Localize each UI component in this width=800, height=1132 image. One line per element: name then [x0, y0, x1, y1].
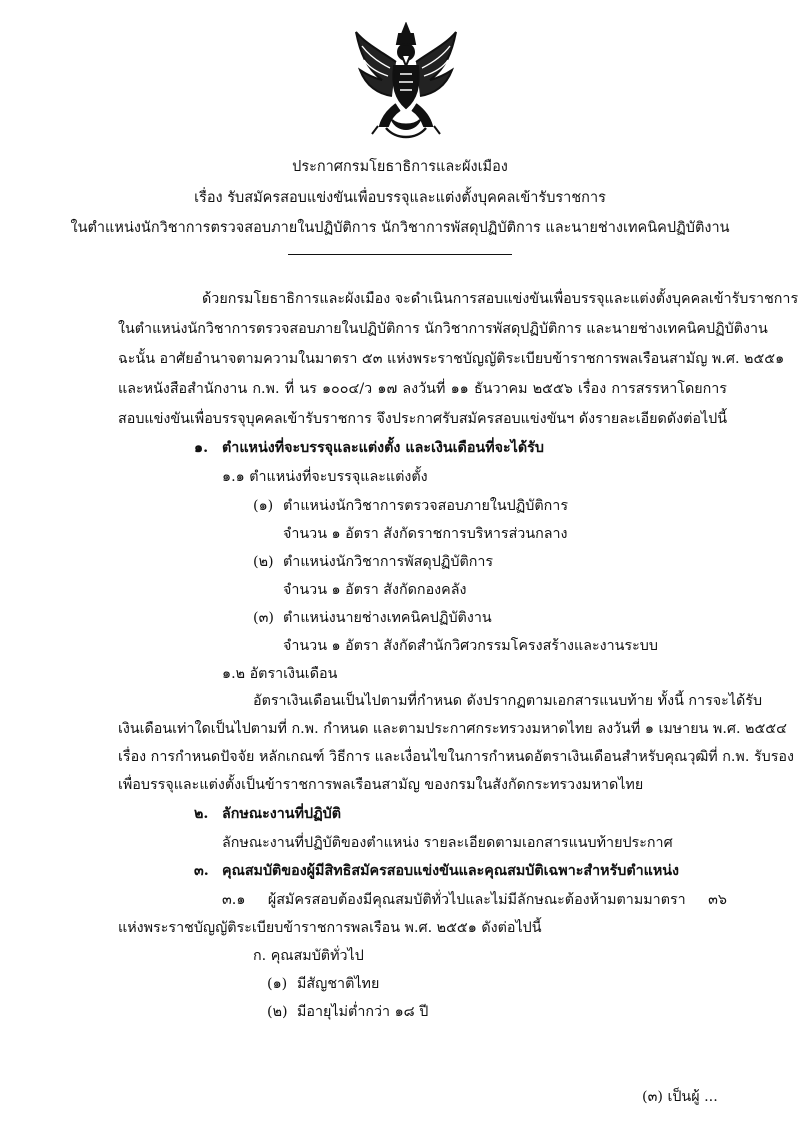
position-2-detail: จำนวน ๑ อัตรา สังกัดกองคลัง — [283, 582, 467, 598]
garuda-emblem — [352, 22, 460, 142]
section3-line-2: แห่งพระราชบัญญัติระเบียบข้าราชการพลเรือน พ.ศ. ๒๕๕๑ ดังต่อไปนี้ — [118, 920, 542, 936]
continuation-note: (๓) เป็นผู้ ... — [642, 1089, 718, 1105]
position-1-number: (๑) — [253, 498, 274, 514]
qualification-2-number: (๒) — [267, 1004, 288, 1020]
section3-sub-a: ก. คุณสมบัติทั่วไป — [253, 948, 364, 964]
section2-number: ๒. — [194, 806, 209, 822]
salary-line-3: เรื่อง การกำหนดปัจจัย หลักเกณฑ์ วิธีการ และเงื่อนไขในการกำหนดอัตราเงินเดือนสำหรับคุณวุฒิที่ ก.พ. รับรอง — [118, 749, 794, 765]
position-2-title: ตำแหน่งนักวิชาการพัสดุปฏิบัติการ — [283, 554, 494, 570]
intro-line-3: ฉะนั้น อาศัยอำนาจตามความในมาตรา ๕๓ แห่งพระราชบัญญัติระเบียบข้าราชการพลเรือนสามัญ พ.ศ. ๒๕๕๑ — [118, 351, 785, 367]
section1-sub2: ๑.๒ อัตราเงินเดือน — [222, 666, 338, 682]
announcement-positions: ในตำแหน่งนักวิชาการตรวจสอบภายในปฏิบัติการ นักวิชาการพัสดุปฏิบัติการ และนายช่างเทคนิคปฏิบัติงาน — [70, 220, 730, 236]
position-1-title: ตำแหน่งนักวิชาการตรวจสอบภายในปฏิบัติการ — [283, 498, 568, 514]
qualification-1-number: (๑) — [267, 976, 288, 992]
intro-line-4: และหนังสือสำนักงาน ก.พ. ที่ นร ๑๐๐๔/ว ๑๗ ลงวันที่ ๑๑ ธันวาคม ๒๕๕๖ เรื่อง การสรรหาโดยการ — [118, 381, 727, 397]
section1-heading: ตำแหน่งที่จะบรรจุและแต่งตั้ง และเงินเดือนที่จะได้รับ — [222, 440, 544, 456]
section3-heading: คุณสมบัติของผู้มีสิทธิสมัครสอบแข่งขันและคุณสมบัติเฉพาะสำหรับตำแหน่ง — [222, 863, 680, 879]
announcement-title: ประกาศกรมโยธาธิการและผังเมือง — [292, 159, 508, 175]
position-3-detail: จำนวน ๑ อัตรา สังกัดสำนักวิศวกรรมโครงสร้างและงานระบบ — [283, 638, 658, 654]
position-2-number: (๒) — [253, 554, 274, 570]
announcement-subject: เรื่อง รับสมัครสอบแข่งขันเพื่อบรรจุและแต่งตั้งบุคคลเข้ารับราชการ — [194, 190, 606, 206]
section2-text: ลักษณะงานที่ปฏิบัติของตำแหน่ง รายละเอียดตามเอกสารแนบท้ายประกาศ — [222, 835, 673, 851]
qualification-2-text: มีอายุไม่ต่ำกว่า ๑๘ ปี — [297, 1004, 429, 1020]
salary-line-2: เงินเดือนเท่าใดเป็นไปตามที่ ก.พ. กำหนด และตามประกาศกระทรวงมหาดไทย ลงวันที่ ๑ เมษายน พ.ศ. ๒๕๕๔ — [118, 721, 787, 737]
title-divider — [288, 254, 512, 255]
section3-number: ๓. — [194, 863, 209, 879]
intro-line-2: ในตำแหน่งนักวิชาการตรวจสอบภายในปฏิบัติการ นักวิชาการพัสดุปฏิบัติการ และนายช่างเทคนิคปฏิบัติงาน — [118, 321, 768, 337]
section2-heading: ลักษณะงานที่ปฏิบัติ — [222, 806, 342, 822]
section1-number: ๑. — [194, 440, 209, 456]
qualification-1-text: มีสัญชาติไทย — [297, 976, 380, 992]
salary-line-1: อัตราเงินเดือนเป็นไปตามที่กำหนด ดังปรากฏตามเอกสารแนบท้าย ทั้งนี้ การจะได้รับ — [253, 693, 763, 709]
position-1-detail: จำนวน ๑ อัตรา สังกัดราชการบริหารส่วนกลาง — [283, 526, 568, 542]
intro-line-1: ด้วยกรมโยธาธิการและผังเมือง จะดำเนินการสอบแข่งขันเพื่อบรรจุและแต่งตั้งบุคคลเข้ารับราชการ — [202, 291, 799, 307]
position-3-number: (๓) — [253, 610, 274, 626]
section3-line-1: ๓.๑ ผู้สมัครสอบต้องมีคุณสมบัติทั่วไปและไม่มีลักษณะต้องห้ามตามมาตรา ๓๖ — [222, 892, 727, 908]
salary-line-4: เพื่อบรรจุและแต่งตั้งเป็นข้าราชการพลเรือนสามัญ ของกรมในสังกัดกระทรวงมหาดไทย — [118, 777, 644, 793]
section1-sub1: ๑.๑ ตำแหน่งที่จะบรรจุและแต่งตั้ง — [222, 469, 428, 485]
position-3-title: ตำแหน่งนายช่างเทคนิคปฏิบัติงาน — [283, 610, 492, 626]
intro-line-5: สอบแข่งขันเพื่อบรรจุบุคคลเข้ารับราชการ จึงประกาศรับสมัครสอบแข่งขันฯ ดังรายละเอียดดังต่อไปนี้ — [118, 411, 727, 427]
